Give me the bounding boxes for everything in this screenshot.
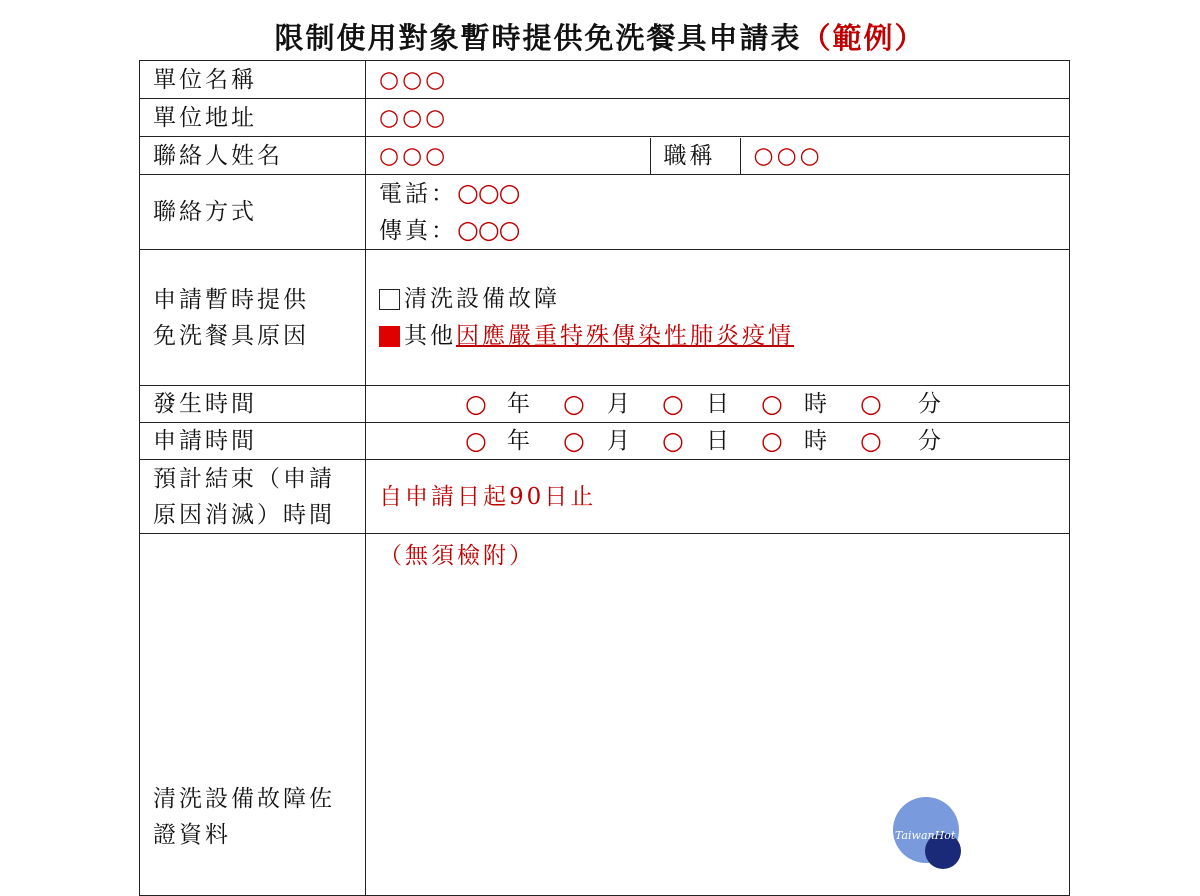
- reason-cell: [366, 250, 1070, 386]
- occur-month-field[interactable]: ○: [563, 389, 588, 418]
- hour-unit: 時: [804, 428, 830, 454]
- label-job-title: 職稱: [650, 138, 740, 174]
- label-reason-line2: 免洗餐具原因: [153, 322, 309, 349]
- label-unit-name: 單位名稱: [140, 61, 366, 99]
- label-evidence: [140, 534, 366, 896]
- row-apply-time: [140, 423, 1070, 460]
- row-end-time: [140, 460, 1070, 534]
- label-reason: [140, 250, 366, 386]
- apply-time-cell: [366, 423, 1070, 460]
- application-form: [139, 60, 1070, 896]
- apply-time-fields: [379, 423, 1069, 459]
- option-other-label: 其他: [404, 323, 456, 349]
- other-reason-text[interactable]: 因應嚴重特殊傳染性肺炎疫情: [456, 323, 794, 349]
- fax-label: 傳真：: [379, 218, 457, 244]
- reason-option-other[interactable]: [379, 318, 1069, 355]
- apply-year-field[interactable]: ○: [465, 426, 490, 455]
- minute-unit: 分: [918, 391, 944, 417]
- label-evidence-line1: 清洗設備故障佐: [153, 786, 335, 812]
- month-unit: 月: [607, 428, 633, 454]
- hour-unit: 時: [804, 391, 830, 417]
- label-apply-time: 申請時間: [140, 423, 366, 460]
- label-evidence-line2: 證資料: [153, 822, 231, 848]
- checkbox-equipment-failure[interactable]: [379, 289, 400, 310]
- apply-month-field[interactable]: ○: [563, 426, 588, 455]
- occur-time-fields: [379, 386, 1069, 422]
- phone-label: 電話：: [379, 181, 457, 207]
- occur-day-field[interactable]: ○: [662, 389, 687, 418]
- minute-unit: 分: [918, 428, 944, 454]
- evidence-note: （無須檢附）: [379, 543, 535, 569]
- job-title-field[interactable]: ○○○: [740, 138, 1069, 174]
- day-unit: 日: [706, 428, 732, 454]
- taiwanhot-logo: [893, 797, 968, 872]
- contact-method-cell: [366, 175, 1070, 250]
- label-contact-name: 聯絡人姓名: [140, 137, 366, 175]
- unit-name-field[interactable]: ○○○: [366, 61, 1070, 99]
- label-end-time-line1: 預計結束（申請: [153, 465, 335, 492]
- label-end-time: [140, 460, 366, 534]
- row-reason: [140, 250, 1070, 386]
- label-end-time-line2: 原因消滅）時間: [153, 501, 335, 528]
- title-example: （範例）: [801, 21, 926, 55]
- label-occur-time: 發生時間: [140, 386, 366, 423]
- day-unit: 日: [706, 391, 732, 417]
- occur-minute-field[interactable]: ○: [860, 389, 885, 418]
- apply-minute-field[interactable]: ○: [860, 426, 885, 455]
- fax-field[interactable]: ○○○: [457, 215, 520, 244]
- label-contact-method: 聯絡方式: [140, 175, 366, 250]
- row-occur-time: [140, 386, 1070, 423]
- apply-day-field[interactable]: ○: [662, 426, 687, 455]
- year-unit: 年: [507, 391, 533, 417]
- label-unit-address: 單位地址: [140, 99, 366, 137]
- row-contact-name: [140, 137, 1070, 175]
- occur-hour-field[interactable]: ○: [761, 389, 786, 418]
- title-main: 限制使用對象暫時提供免洗餐具申請表: [274, 21, 802, 55]
- row-unit-name: [140, 61, 1070, 99]
- checkbox-other[interactable]: [379, 326, 400, 347]
- row-unit-address: [140, 99, 1070, 137]
- occur-year-field[interactable]: ○: [465, 389, 490, 418]
- option-equipment-label: 清洗設備故障: [404, 286, 560, 312]
- logo-text: TaiwanHot: [895, 829, 956, 842]
- unit-address-field[interactable]: ○○○: [366, 99, 1070, 137]
- reason-option-equipment[interactable]: [379, 281, 1069, 318]
- phone-field[interactable]: ○○○: [457, 178, 520, 207]
- contact-name-field[interactable]: ○○○: [379, 142, 449, 169]
- fax-line: [379, 212, 1069, 249]
- end-time-field[interactable]: 自申請日起90日止: [366, 460, 1070, 534]
- month-unit: 月: [607, 391, 633, 417]
- year-unit: 年: [507, 428, 533, 454]
- page-title: [0, 18, 1200, 58]
- contact-name-cell: [366, 137, 1070, 175]
- apply-hour-field[interactable]: ○: [761, 426, 786, 455]
- row-contact-method: [140, 175, 1070, 250]
- phone-line: [379, 175, 1069, 212]
- occur-time-cell: [366, 386, 1070, 423]
- contact-name-inner: [366, 138, 1069, 174]
- label-reason-line1: 申請暫時提供: [153, 286, 309, 313]
